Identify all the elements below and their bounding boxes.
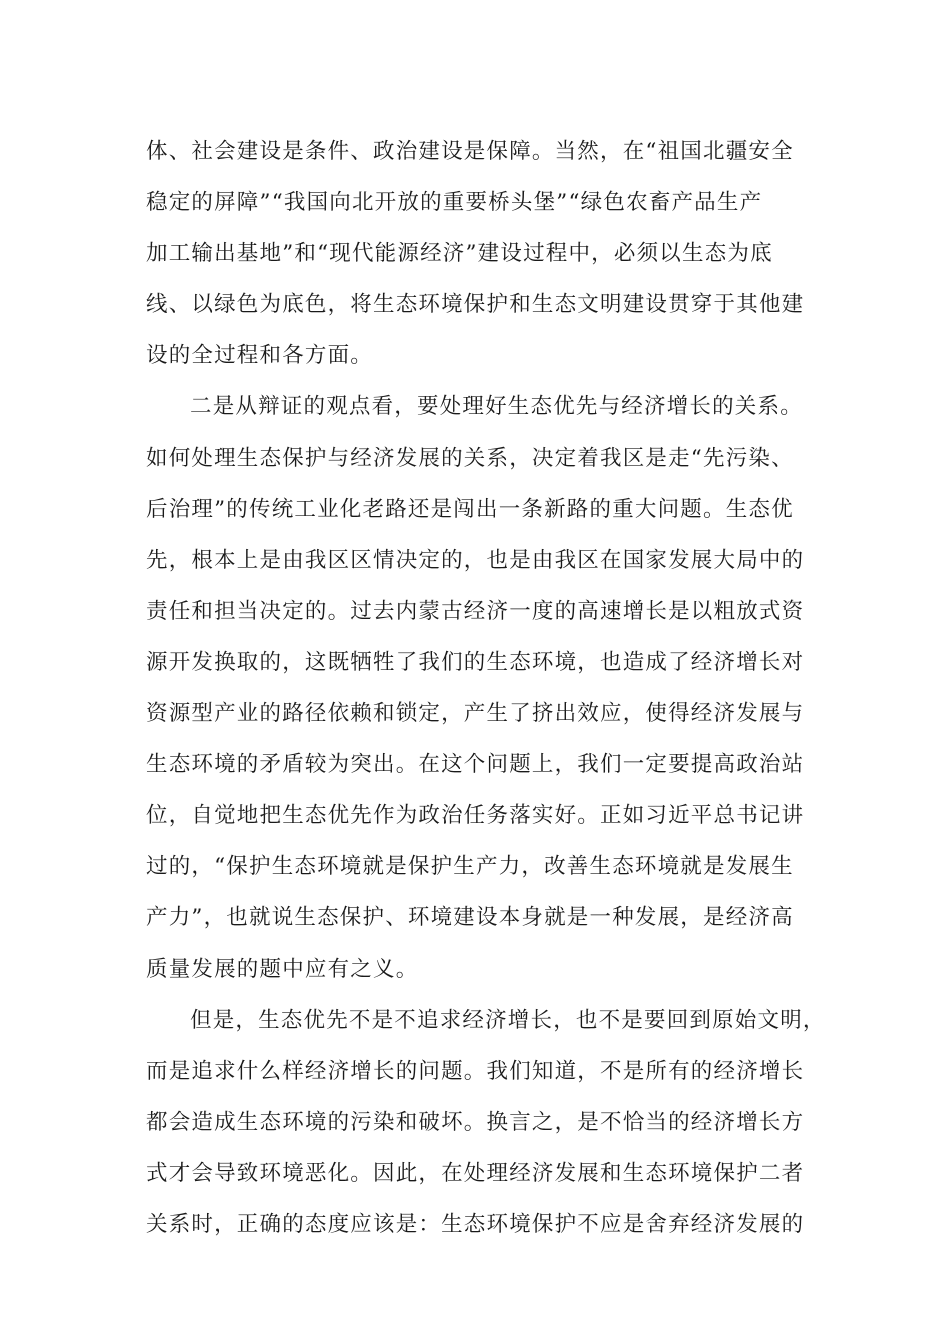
text-line: 产力”，也就说生态保护、环境建设本身就是一种发展，是经济高: [146, 905, 794, 931]
paragraph-first-line: 二是从辩证的观点看，要处理好生态优先与经济增长的关系。: [190, 394, 803, 420]
text-line: 质量发展的题中应有之义。: [146, 956, 419, 982]
body-text: [146, 126, 826, 1250]
text-line: 源开发换取的，这既牺牲了我们的生态环境，也造成了经济增长对: [146, 649, 805, 675]
text-line: 后治理”的传统工业化老路还是闯出一条新路的重大问题。生态优: [146, 496, 794, 522]
text-line: 而是追求什么样经济增长的问题。我们知道，不是所有的经济增长: [146, 1058, 805, 1084]
text-line: 先，根本上是由我区区情决定的，也是由我区在国家发展大局中的: [146, 547, 805, 573]
text-line: 都会造成生态环境的污染和破坏。换言之，是不恰当的经济增长方: [146, 1109, 805, 1135]
text-line: 式才会导致环境恶化。因此，在处理经济发展和生态环境保护二者: [146, 1160, 805, 1186]
text-line: 如何处理生态保护与经济发展的关系，决定着我区是走“先污染、: [146, 445, 794, 471]
paragraph-first-line: 但是，生态优先不是不追求经济增长，也不是要回到原始文明，: [190, 1007, 826, 1033]
text-line: 关系时，正确的态度应该是：生态环境保护不应是舍弃经济发展的: [146, 1211, 805, 1237]
text-line: 资源型产业的路径依赖和锁定，产生了挤出效应，使得经济发展与: [146, 701, 805, 727]
text-line: 设的全过程和各方面。: [146, 343, 374, 369]
text-line: 生态环境的矛盾较为突出。在这个问题上，我们一定要提高政治站: [146, 752, 805, 778]
text-line: 加工输出基地”和“现代能源经济”建设过程中，必须以生态为底: [146, 241, 773, 267]
text-line: 位，自觉地把生态优先作为政治任务落实好。正如习近平总书记讲: [146, 803, 805, 829]
text-line: 责任和担当决定的。过去内蒙古经济一度的高速增长是以粗放式资: [146, 598, 805, 624]
text-line: 过的，“保护生态环境就是保护生产力，改善生态环境就是发展生: [146, 854, 794, 880]
text-line: 稳定的屏障”“我国向北开放的重要桥头堡”“绿色农畜产品生产: [146, 190, 763, 216]
text-line: 线、以绿色为底色，将生态环境保护和生态文明建设贯穿于其他建: [146, 292, 805, 318]
text-line: 体、社会建设是条件、政治建设是保障。当然，在“祖国北疆安全: [146, 139, 794, 164]
